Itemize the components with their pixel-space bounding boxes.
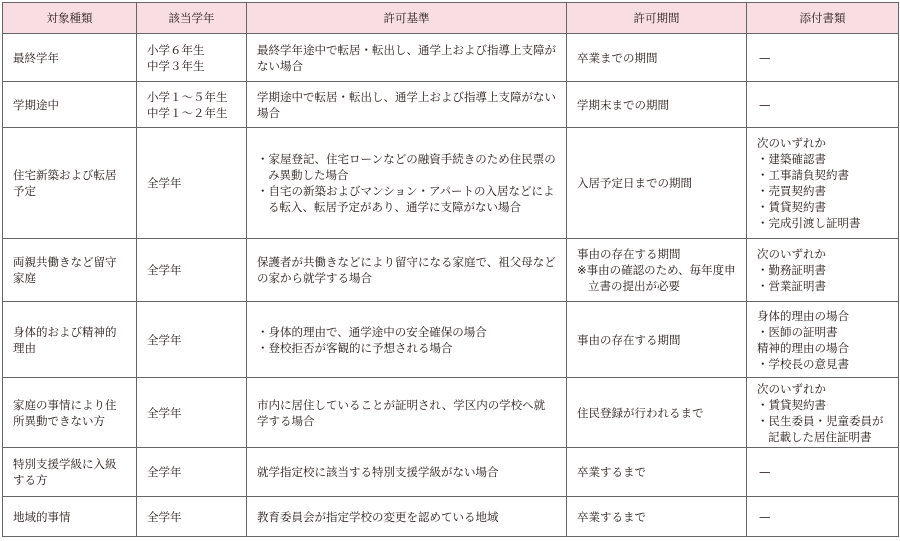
type-cell: 特別支援学級に入級する方 bbox=[3, 448, 137, 497]
table-row bbox=[3, 378, 899, 448]
period-note: ※事由の確認のため、毎年度申立書の提出が必要 bbox=[577, 263, 736, 293]
grade-cell: 全学年 bbox=[137, 302, 247, 378]
criteria-cell: 最終学年途中で転居・転出し、通学上および指導上支障がない場合 bbox=[247, 34, 567, 82]
type-cell: 最終学年 bbox=[3, 34, 137, 82]
docs-cell bbox=[747, 302, 899, 378]
grade-line: 小学６年生 bbox=[147, 42, 205, 57]
criteria-cell: 学期途中で転居・転出し、通学上および指導上支障がない場合 bbox=[247, 82, 567, 128]
criteria-cell: 教育委員会が指定学校の変更を認めている地域 bbox=[247, 497, 567, 537]
period-cell: 入居予定日までの期間 bbox=[567, 128, 747, 239]
criteria-bullet: ・登校拒否が客観的に予想される場合 bbox=[257, 340, 453, 355]
table-row bbox=[3, 448, 899, 497]
grade-line: 小学１～５年生 bbox=[147, 89, 228, 104]
docs-line: 精神的理由の場合 bbox=[757, 340, 849, 355]
docs-cell bbox=[747, 239, 899, 302]
grade-cell: 全学年 bbox=[137, 128, 247, 239]
docs-line: ・勤務証明書 bbox=[757, 263, 826, 277]
permission-table bbox=[2, 2, 899, 537]
docs-line: 次のいずれか bbox=[757, 136, 826, 150]
docs-line: ・完成引渡し証明書 bbox=[757, 216, 861, 230]
docs-cell bbox=[747, 128, 899, 239]
grade-cell: 全学年 bbox=[137, 448, 247, 497]
docs-line: ・賃貸契約書 bbox=[757, 397, 826, 412]
grade-cell: 全学年 bbox=[137, 378, 247, 448]
docs-line: ・医師の証明書 bbox=[757, 324, 838, 339]
header-docs: 添付書類 bbox=[747, 3, 899, 34]
header-type: 対象種類 bbox=[3, 3, 137, 34]
docs-line: 次のいずれか bbox=[757, 247, 826, 261]
docs-cell: — bbox=[747, 34, 899, 82]
table-row bbox=[3, 82, 899, 128]
table-row bbox=[3, 128, 899, 239]
docs-line: ・建築確認書 bbox=[757, 152, 826, 166]
criteria-cell: 保護者が共働きなどにより留守になる家庭で、祖父母などの家から就学する場合 bbox=[247, 239, 567, 302]
grade-cell: 全学年 bbox=[137, 497, 247, 537]
criteria-bullet: ・家屋登記、住宅ローンなどの融資手続きのため住民票のみ異動した場合 bbox=[257, 152, 556, 182]
type-cell: 家庭の事情により住所異動できない方 bbox=[3, 378, 137, 448]
docs-line: ・民生委員・児童委員が記載した居住証明書 bbox=[757, 413, 884, 444]
header-row bbox=[3, 3, 899, 34]
table-row bbox=[3, 239, 899, 302]
period-cell: 卒業するまで bbox=[567, 497, 747, 537]
criteria-bullet: ・自宅の新築およびマンション・アパートの入居などによる転入、転居予定があり、通学に支障がない場合 bbox=[257, 184, 555, 214]
period-cell: 卒業までの期間 bbox=[567, 34, 747, 82]
type-cell: 両親共働きなど留守家庭 bbox=[3, 239, 137, 302]
docs-line: ・賃貸契約書 bbox=[757, 200, 826, 214]
period-cell: 卒業するまで bbox=[567, 448, 747, 497]
grade-cell: 全学年 bbox=[137, 239, 247, 302]
docs-cell: — bbox=[747, 448, 899, 497]
docs-line: 身体的理由の場合 bbox=[757, 308, 849, 323]
header-period: 許可期間 bbox=[567, 3, 747, 34]
table-row bbox=[3, 497, 899, 537]
header-criteria: 許可基準 bbox=[247, 3, 567, 34]
grade-cell bbox=[137, 34, 247, 82]
period-cell: 事由の存在する期間 bbox=[567, 302, 747, 378]
docs-line: 次のいずれか bbox=[757, 381, 826, 396]
period-cell bbox=[567, 239, 747, 302]
criteria-cell bbox=[247, 128, 567, 239]
type-cell: 身体的および精神的理由 bbox=[3, 302, 137, 378]
docs-cell: — bbox=[747, 497, 899, 537]
table-row bbox=[3, 34, 899, 82]
docs-line: ・売買契約書 bbox=[757, 184, 826, 198]
period-cell: 学期末までの期間 bbox=[567, 82, 747, 128]
criteria-cell: 市内に居住していることが証明され、学区内の学校へ就学する場合 bbox=[247, 378, 567, 448]
grade-line: 中学１～２年生 bbox=[147, 105, 228, 120]
docs-line: ・営業証明書 bbox=[757, 279, 826, 293]
header-grade: 該当学年 bbox=[137, 3, 247, 34]
docs-cell: — bbox=[747, 82, 899, 128]
docs-line: ・学校長の意見書 bbox=[757, 356, 849, 371]
docs-line: ・工事請負契約書 bbox=[757, 168, 849, 182]
type-cell: 学期途中 bbox=[3, 82, 137, 128]
criteria-cell bbox=[247, 302, 567, 378]
table-row bbox=[3, 302, 899, 378]
period-line: 事由の存在する期間 bbox=[577, 247, 681, 261]
period-cell: 住民登録が行われるまで bbox=[567, 378, 747, 448]
type-cell: 住宅新築および転居予定 bbox=[3, 128, 137, 239]
docs-cell bbox=[747, 378, 899, 448]
grade-line: 中学３年生 bbox=[147, 58, 205, 73]
criteria-cell: 就学指定校に該当する特別支援学級がない場合 bbox=[247, 448, 567, 497]
grade-cell bbox=[137, 82, 247, 128]
type-cell: 地域的事情 bbox=[3, 497, 137, 537]
criteria-bullet: ・身体的理由で、通学途中の安全確保の場合 bbox=[257, 324, 487, 339]
